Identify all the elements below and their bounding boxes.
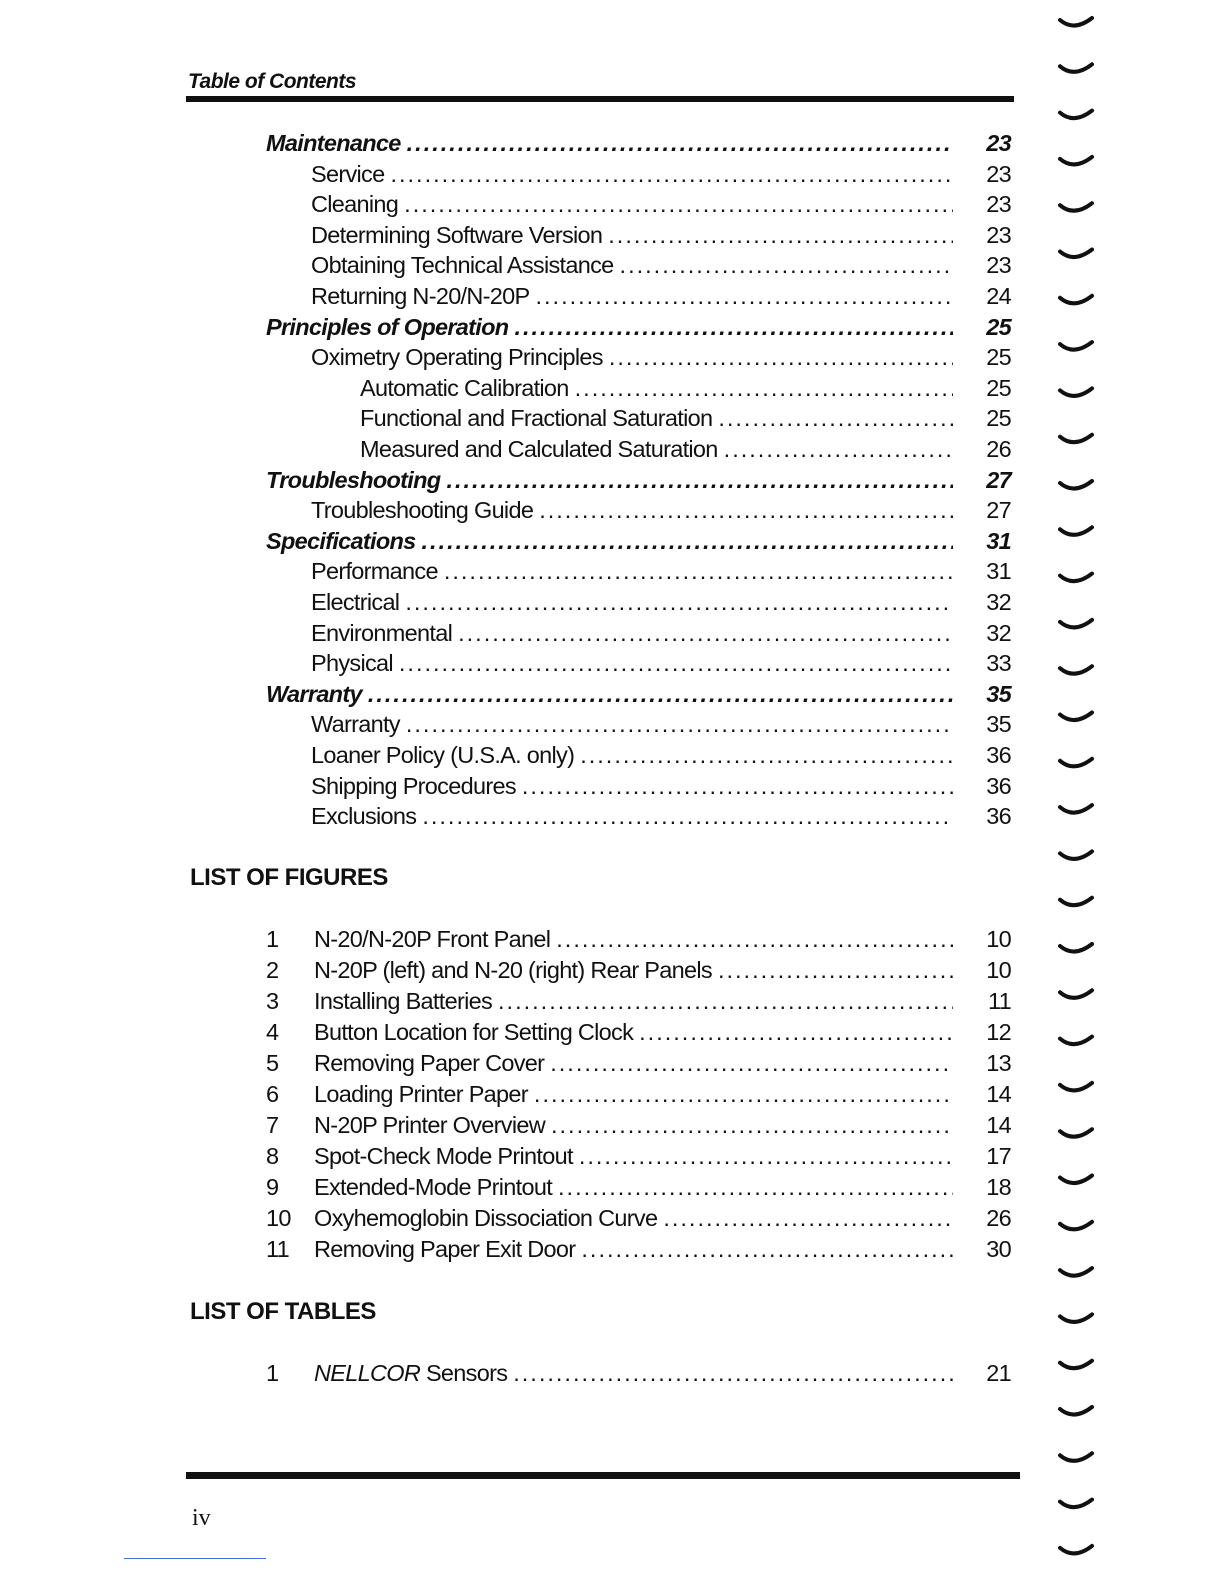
dot-leader	[556, 926, 953, 953]
dot-leader	[514, 314, 953, 341]
toc-entry-page: 36	[986, 803, 1011, 830]
figure-number: 2	[266, 957, 279, 983]
binding-mark	[1060, 574, 1092, 582]
dot-leader	[446, 467, 953, 494]
binding-mark	[1060, 1314, 1092, 1322]
toc-entry-page: 32	[986, 619, 1011, 646]
toc-entry-label: Troubleshooting Guide	[311, 497, 534, 524]
toc-entry[interactable]	[311, 497, 1011, 527]
figure-entry[interactable]	[260, 1174, 1011, 1204]
figure-number: 10	[266, 1205, 291, 1231]
toc-entry-page: 25	[986, 374, 1011, 401]
header-rule	[186, 96, 1014, 102]
figure-page: 11	[988, 988, 1011, 1014]
binding-mark	[1060, 851, 1092, 859]
toc-entry[interactable]	[360, 436, 1011, 466]
toc-entry[interactable]	[311, 558, 1011, 588]
figure-page: 18	[986, 1174, 1011, 1200]
figure-number: 9	[266, 1174, 279, 1200]
dot-leader	[406, 711, 953, 738]
toc-entry-label: Specifications	[266, 527, 416, 554]
dot-leader	[522, 773, 953, 800]
binding-mark	[1060, 296, 1092, 304]
toc-entry-page: 36	[986, 742, 1011, 768]
toc-entry-page: 26	[986, 436, 1011, 462]
toc-entry-label: Maintenance	[266, 130, 401, 156]
binding-mark	[1060, 666, 1092, 674]
binding-mark	[1060, 1453, 1092, 1461]
figure-page: 17	[986, 1143, 1011, 1169]
dot-leader	[407, 130, 953, 157]
toc-entry[interactable]	[360, 405, 1011, 435]
figure-label: Removing Paper Exit Door	[314, 1236, 576, 1262]
list-of-tables-heading: LIST OF TABLES	[190, 1298, 376, 1325]
dot-leader	[551, 1112, 953, 1139]
binding-mark	[1060, 805, 1092, 813]
toc-entry-page: 36	[986, 772, 1011, 799]
binding-mark	[1060, 944, 1092, 952]
toc-entry-page: 23	[986, 221, 1011, 248]
binding-mark	[1060, 1037, 1092, 1045]
binding-mark	[1060, 250, 1092, 258]
binding-mark	[1060, 713, 1092, 721]
footer-link-underline	[124, 1558, 266, 1559]
binding-mark	[1060, 527, 1092, 535]
toc-entry-label: Determining Software Version	[311, 221, 603, 248]
binding-mark	[1060, 1129, 1092, 1137]
toc-entry-label: Troubleshooting	[266, 466, 441, 493]
binding-mark	[1060, 1500, 1092, 1508]
figure-entry[interactable]	[260, 1081, 1011, 1111]
binding-mark	[1060, 481, 1092, 489]
toc-entry-page: 31	[986, 558, 1011, 585]
dot-leader	[498, 988, 953, 1015]
binding-mark	[1060, 64, 1092, 72]
binding-mark	[1060, 1546, 1092, 1554]
toc-entry[interactable]	[311, 161, 1011, 191]
dot-leader	[458, 620, 953, 647]
figure-entry[interactable]	[260, 988, 1011, 1018]
figure-page: 26	[986, 1205, 1011, 1231]
toc-entry[interactable]	[311, 773, 1011, 803]
binding-mark	[1060, 1361, 1092, 1369]
binding-mark	[1060, 435, 1092, 443]
footer-page-number: iv	[192, 1505, 211, 1531]
figure-page: 10	[986, 926, 1011, 952]
toc-entry[interactable]	[311, 222, 1011, 252]
figure-entry[interactable]	[260, 926, 1011, 956]
dot-leader	[558, 1174, 953, 1201]
figure-entry[interactable]	[260, 1112, 1011, 1142]
toc-entry-page: 23	[986, 160, 1011, 187]
binding-mark	[1060, 111, 1092, 119]
binding-mark	[1060, 759, 1092, 767]
dot-leader	[550, 1050, 953, 1077]
toc-entry-page: 23	[986, 130, 1011, 156]
figure-label: N-20P Printer Overview	[314, 1112, 545, 1138]
figure-number: 11	[266, 1236, 289, 1262]
figure-page: 14	[986, 1081, 1011, 1107]
toc-entry-label: Returning N-20/N-20P	[311, 283, 530, 309]
toc-entry[interactable]	[360, 375, 1011, 405]
dot-leader	[422, 803, 953, 830]
dot-leader	[404, 191, 953, 218]
toc-entry-label: Exclusions	[311, 803, 417, 830]
figure-label: Spot-Check Mode Printout	[314, 1143, 573, 1169]
figure-page: 30	[986, 1236, 1011, 1262]
dot-leader	[536, 283, 954, 310]
table-label	[314, 1360, 507, 1387]
figure-entry[interactable]	[260, 957, 1011, 987]
toc-entry-page: 35	[986, 680, 1011, 707]
toc-entry-label: Shipping Procedures	[311, 772, 516, 799]
toc-entry[interactable]	[266, 681, 1011, 711]
figure-number: 6	[266, 1081, 279, 1107]
toc-entry[interactable]	[266, 314, 1011, 344]
toc-entry[interactable]	[266, 130, 1011, 160]
dot-leader	[620, 252, 953, 279]
toc-entry-label: Performance	[311, 558, 438, 585]
figure-label: Installing Batteries	[314, 988, 493, 1014]
dot-leader	[609, 344, 953, 371]
toc-entry[interactable]	[311, 711, 1011, 741]
toc-entry[interactable]	[266, 528, 1011, 558]
figure-page: 13	[986, 1050, 1011, 1076]
toc-entry-label: Principles of Operation	[266, 313, 509, 340]
figure-number: 3	[266, 988, 279, 1014]
figure-number: 7	[266, 1112, 279, 1138]
dot-leader	[639, 1019, 953, 1046]
figure-number: 1	[266, 926, 279, 952]
toc-entry-page: 23	[986, 191, 1011, 218]
table-entry[interactable]	[260, 1360, 1011, 1390]
dot-leader	[580, 742, 953, 769]
dot-leader	[534, 1081, 953, 1108]
toc-entry-page: 35	[986, 711, 1011, 738]
toc-entry[interactable]	[311, 344, 1011, 374]
dot-leader	[422, 528, 953, 555]
figure-page: 10	[986, 957, 1011, 983]
binding-mark	[1060, 1407, 1092, 1415]
toc-entry-label: Environmental	[311, 619, 453, 646]
figure-label: Oxyhemoglobin Dissociation Curve	[314, 1205, 658, 1231]
binding-mark	[1060, 1176, 1092, 1184]
dot-leader	[539, 497, 953, 524]
figure-entry[interactable]	[260, 1019, 1011, 1049]
figure-label: N-20P (left) and N-20 (right) Rear Panels	[314, 957, 712, 983]
figure-label: Button Location for Setting Clock	[314, 1019, 634, 1045]
list-of-figures-heading: LIST OF FIGURES	[190, 864, 388, 891]
figure-entry[interactable]	[260, 1236, 1011, 1266]
toc-entry[interactable]	[311, 589, 1011, 619]
toc-entry-page: 23	[986, 252, 1011, 279]
toc-entry-label: Functional and Fractional Saturation	[360, 405, 713, 432]
figure-label: Loading Printer Paper	[314, 1081, 528, 1107]
binding-mark	[1060, 388, 1092, 396]
binding-mark	[1060, 620, 1092, 628]
toc-entry-label: Automatic Calibration	[360, 374, 569, 401]
dot-leader	[513, 1360, 953, 1387]
toc-entry[interactable]	[311, 252, 1011, 282]
binding-mark	[1060, 203, 1092, 211]
dot-leader	[724, 436, 953, 463]
toc-entry[interactable]	[311, 650, 1011, 680]
toc-entry[interactable]	[311, 742, 1011, 772]
dot-leader	[579, 1143, 953, 1170]
figure-number: 8	[266, 1143, 279, 1169]
toc-entry-label: Warranty	[311, 711, 400, 738]
dot-leader	[575, 375, 953, 402]
dot-leader	[368, 681, 953, 708]
toc-entry[interactable]	[311, 191, 1011, 221]
toc-entry-label: Service	[311, 160, 385, 187]
toc-entry-page: 25	[986, 313, 1011, 340]
toc-entry-label: Cleaning	[311, 191, 399, 218]
binding-mark	[1060, 342, 1092, 350]
binding-mark	[1060, 1083, 1092, 1091]
toc-entry-label: Measured and Calculated Saturation	[360, 436, 718, 462]
figure-entry[interactable]	[260, 1143, 1011, 1173]
binding-mark	[1060, 18, 1092, 26]
toc-entry-label: Obtaining Technical Assistance	[311, 252, 614, 279]
dot-leader	[663, 1205, 953, 1232]
toc-entry-page: 24	[986, 283, 1011, 309]
table-label-text: Sensors	[420, 1360, 508, 1386]
figure-page: 14	[986, 1112, 1011, 1138]
figure-entry[interactable]	[260, 1205, 1011, 1235]
header-title: Table of Contents	[188, 70, 357, 93]
toc-entry[interactable]	[311, 803, 1011, 833]
figure-label: Removing Paper Cover	[314, 1050, 545, 1076]
binding-edge-marks	[1052, 0, 1102, 1584]
dot-leader	[718, 957, 953, 984]
dot-leader	[390, 161, 953, 188]
figure-label: N-20/N-20P Front Panel	[314, 926, 551, 952]
toc-entry-page: 31	[986, 527, 1011, 554]
toc-entry[interactable]	[266, 467, 1011, 497]
toc-entry-label: Electrical	[311, 589, 400, 615]
dot-leader	[718, 405, 953, 432]
dot-leader	[405, 589, 953, 616]
dot-leader	[399, 650, 953, 677]
figure-number: 4	[266, 1019, 279, 1045]
dot-leader	[581, 1236, 953, 1263]
figure-page: 12	[986, 1019, 1011, 1045]
toc-entry-label: Physical	[311, 650, 393, 677]
binding-mark	[1060, 157, 1092, 165]
toc-entry[interactable]	[311, 620, 1011, 650]
binding-mark	[1060, 898, 1092, 906]
toc-entry-label: Oximetry Operating Principles	[311, 344, 603, 371]
toc-entry-page: 32	[986, 589, 1011, 615]
toc-entry-page: 25	[986, 405, 1011, 432]
toc-entry-label: Warranty	[266, 680, 362, 707]
footer-rule	[186, 1472, 1020, 1479]
toc-entry-page: 27	[986, 497, 1011, 524]
dot-leader	[444, 558, 953, 585]
toc-entry-page: 25	[986, 344, 1011, 371]
binding-mark	[1060, 1268, 1092, 1276]
toc-entry-page: 33	[986, 650, 1011, 677]
figure-label: Extended-Mode Printout	[314, 1174, 553, 1200]
table-label-brand: NELLCOR	[314, 1360, 421, 1386]
table-number: 1	[266, 1360, 279, 1386]
dot-leader	[608, 222, 953, 249]
binding-mark	[1060, 1222, 1092, 1230]
binding-mark	[1060, 990, 1092, 998]
toc-entry[interactable]	[311, 283, 1011, 313]
toc-entry-page: 27	[986, 466, 1011, 493]
toc-entry-label: Loaner Policy (U.S.A. only)	[311, 742, 575, 768]
figure-entry[interactable]	[260, 1050, 1011, 1080]
table-page: 21	[986, 1360, 1011, 1386]
figure-number: 5	[266, 1050, 279, 1076]
